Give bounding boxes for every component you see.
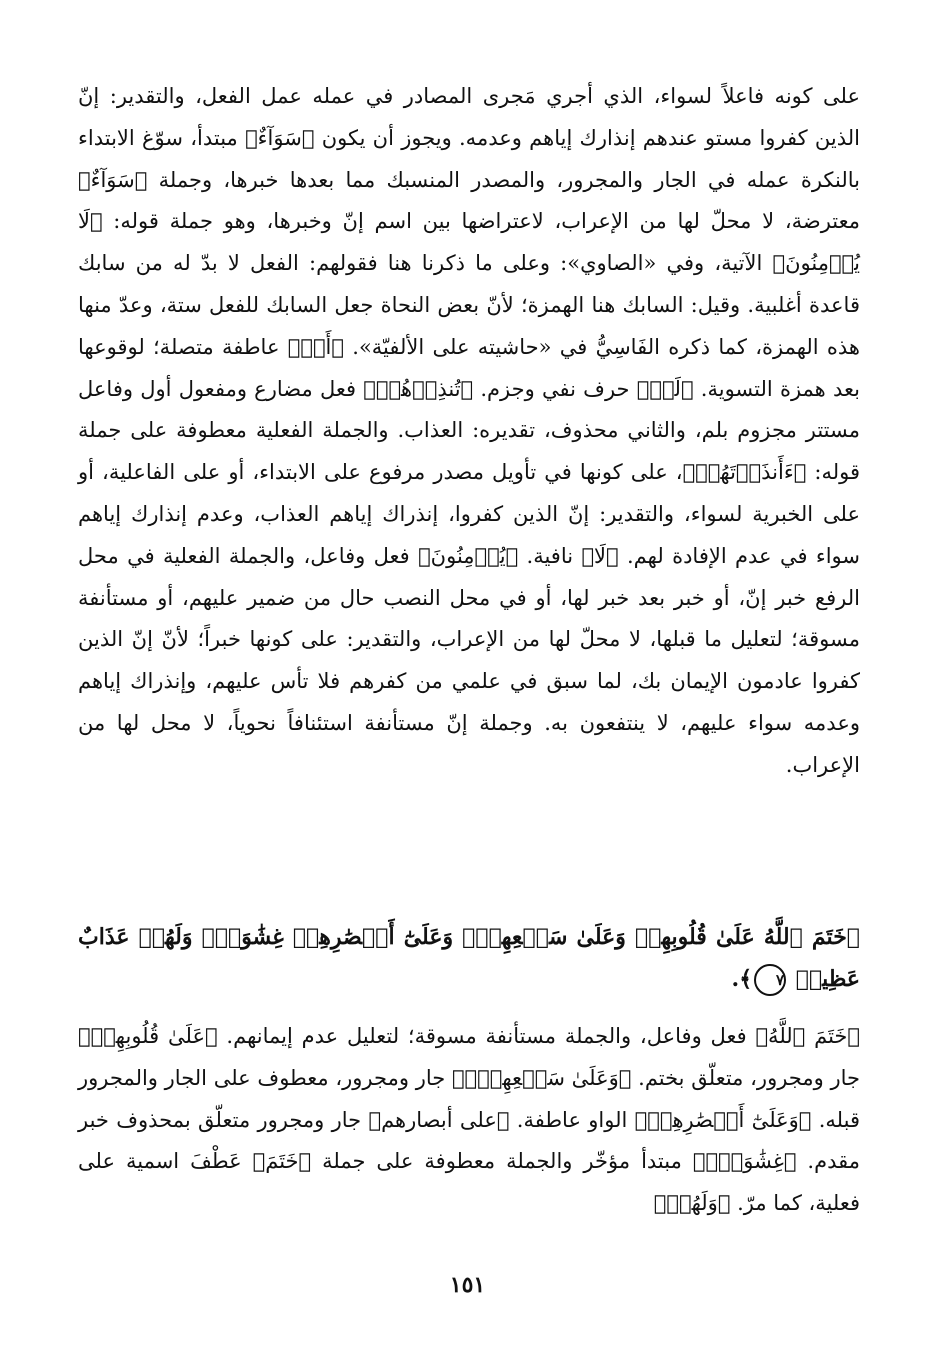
commentary-paragraph: ﴿خَتَمَ ٱللَّهُ﴾ فعل وفاعل، والجملة مستأنفة مسوقة؛ لتعليل عدم إيمانهم. ﴿عَلَىٰ قُلُوبِهِمۡ﴾ جار ومجرور، متعلّق بختم. ﴿وَعَلَىٰ سَمۡعِهِمۡۖ﴾ جار ومجرور، معطوف على الجار والمجرور قبله. ﴿وَعَلَىٰٓ أَبۡصَٰرِهِمۡ﴾ الواو عاطفة. ﴿على أبصارهم﴾ جار ومجرور متعلّق بمحذوف خبر مقدم. ﴿غِشَٰوَةٞۖ﴾ مبتدأ مؤخّر والجملة معطوفة على جملة ﴿خَتَمَ﴾ عَطْفَ اسمية على فعلية، كما مرّ. ﴿وَلَهُمۡ﴾ <box>78 1024 860 1216</box>
verse-text: ﴿خَتَمَ ٱللَّهُ عَلَىٰ قُلُوبِهِمۡ وَعَلَىٰ سَمۡعِهِمۡۖ وَعَلَىٰٓ أَبۡصَٰرِهِمۡ غِشَٰوَةٞۖ وَلَهُمۡ عَذَابٌ عَظِيمٞ <box>78 924 860 992</box>
body-paragraph: على كونه فاعلاً لسواء، الذي أجري مَجرى المصادر في عمله عمل الفعل، والتقدير: إنّ الذين كفروا مستو عندهم إنذارك إياهم وعدمه. ويجوز أن يكون ﴿سَوَآءٌ﴾ مبتدأ، سوّغ الابتداء بالنكرة عمله في الجار والمجرور، والمصدر المنسبك مما بعدها خبرها، وجملة ﴿سَوَآءٌ﴾ معترضة، لا محلّ لها من الإعراب، لاعتراضها بين اسم إنّ وخبرها، وهو جملة قوله: ﴿لَا يُؤۡمِنُونَ﴾ الآتية، وفي «الصاوي»: وعلى ما ذكرنا هنا فقولهم: الفعل لا بدّ له من سابك قاعدة أغلبية. وقيل: السابك هنا الهمزة؛ لأنّ بعض النحاة جعل السابك للفعل ستة، وعدّ منها هذه الهمزة، كما ذكره الفَاسِيُّ في «حاشيته على الألفيّة». ﴿أَمۡ﴾ عاطفة متصلة؛ لوقوعها بعد همزة التسوية. ﴿لَمۡ﴾ حرف نفي وجزم. ﴿تُنذِرۡهُمۡ﴾ فعل مضارع ومفعول أول وفاعل مستتر مجزوم بلم، والثاني محذوف، تقديره: العذاب. والجملة الفعلية معطوفة على جملة قوله: ﴿ءَأَنذَرۡتَهُمۡ﴾، على كونها في تأويل مصدر مرفوع على الابتداء، أو على الفاعلية، أو على الخبرية لسواء، والتقدير: إنّ الذين كفروا، إنذراك إياهم العذاب، وعدم إنذارك إياهم سواء في عدم الإفادة لهم. ﴿لَا﴾ نافية. ﴿يُؤۡمِنُونَ﴾ فعل وفاعل، والجملة الفعلية في محل الرفع خبر إنّ، أو خبر بعد خبر لها، أو في محل النصب حال من ضمير عليهم، أو مستأنفة مسوقة؛ لتعليل ما قبلها، لا محلّ لها من الإعراب، والتقدير: على كونها خبراً؛ لأنّ إنّ الذين كفروا عادمون الإيمان بك، لما سبق في علمي من كفرهم فلا تأس عليهم، وإنذراك إياهم وعدمه سواء عليهم، لا ينتفعون به. وجملة إنّ مستأنفة استئنافاً نحوياً، لا محل لها من الإعراب. <box>78 84 860 777</box>
ayah-number-badge: ٧ <box>754 964 786 996</box>
quran-verse <box>78 916 860 1000</box>
page-number: ١٥١ <box>449 1272 486 1298</box>
verse-closing: ﴾. <box>731 966 753 992</box>
